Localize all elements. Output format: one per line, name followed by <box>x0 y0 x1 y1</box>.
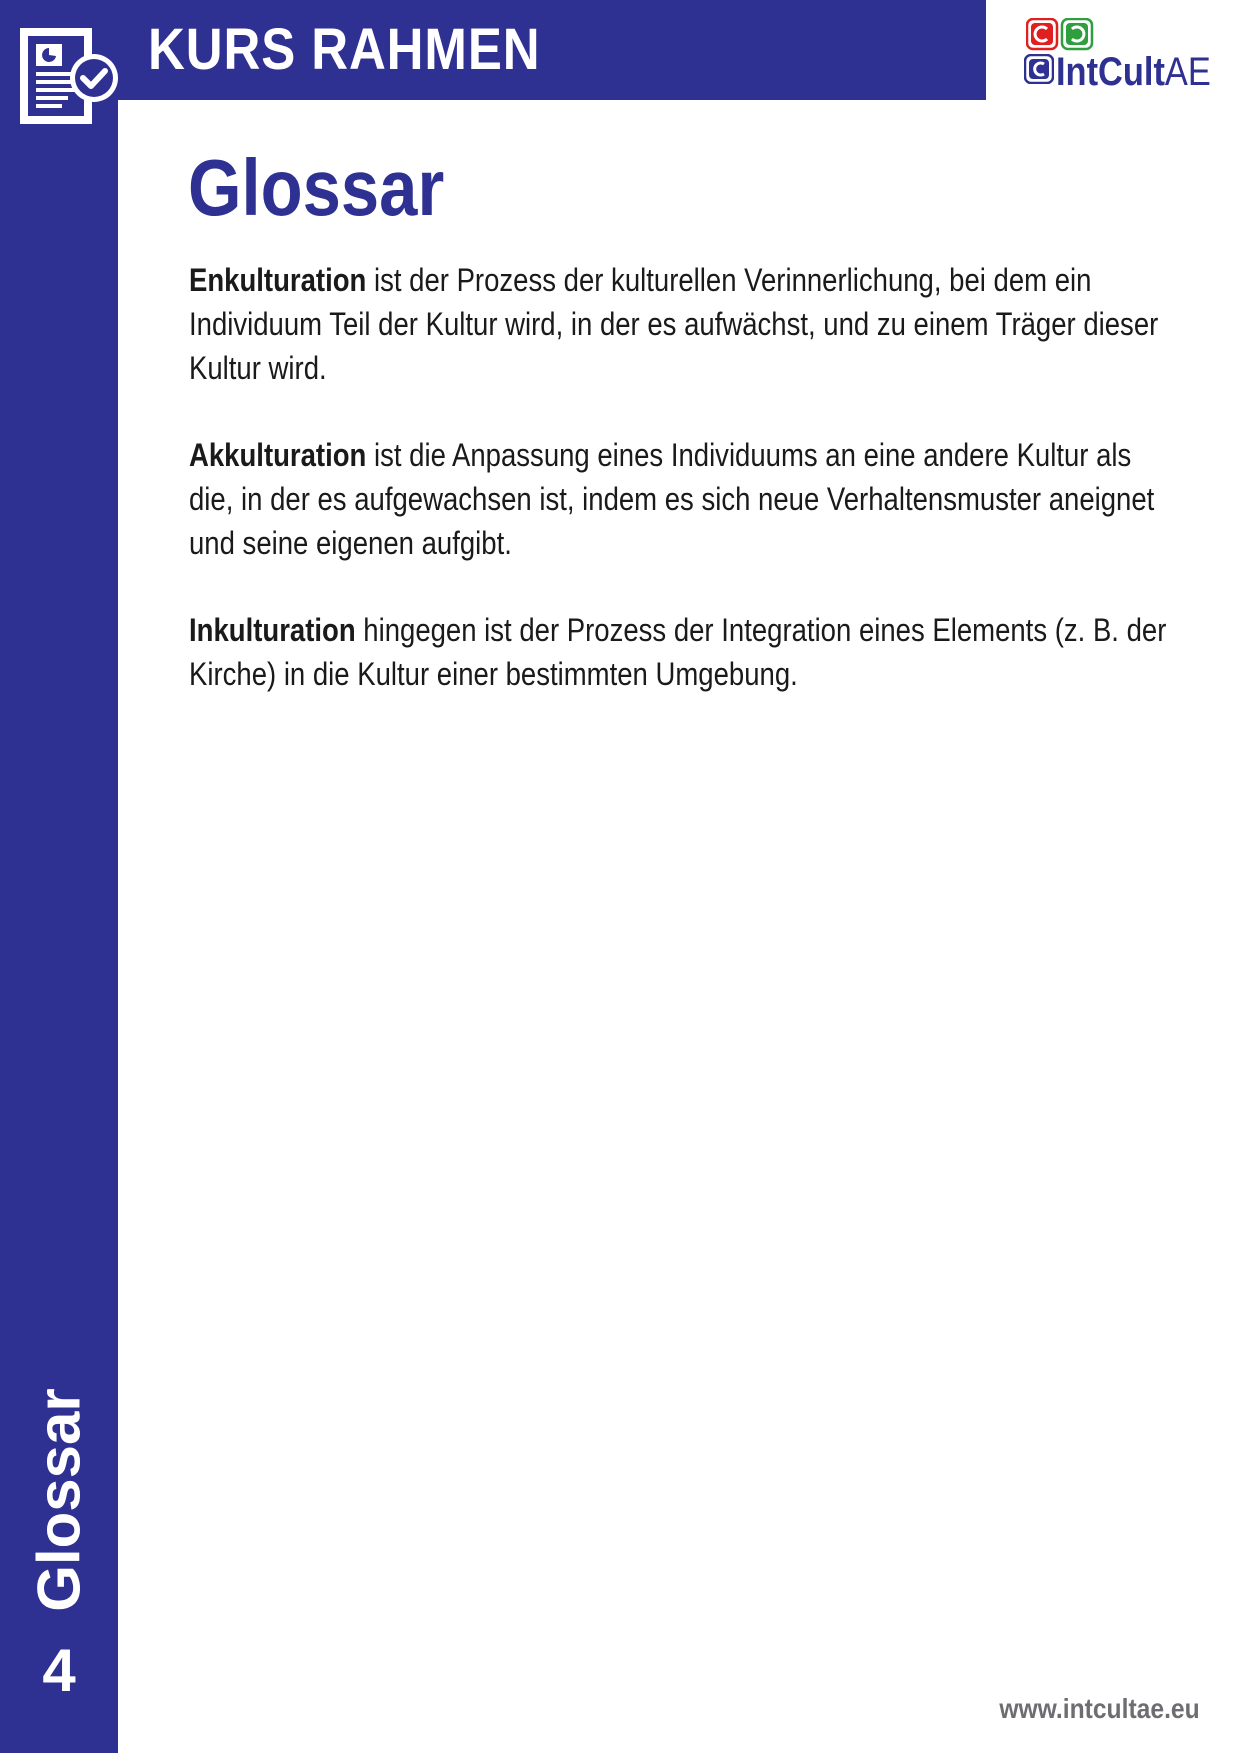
glossary-term: Inkulturation <box>189 612 356 648</box>
glossary-definition: ist die Anpassung eines Individuums an eine andere Kultur als die, in der es aufgewachsen ist, indem es sich neue Verhaltensmuster aneignet und seine eigenen aufgibt. <box>189 437 1155 561</box>
sidebar-section-label: Glossar <box>25 1388 93 1612</box>
glossary-content <box>189 258 1189 739</box>
face-icon-blue <box>1024 54 1054 84</box>
glossary-definition: ist der Prozess der kulturellen Verinnerlichung, bei dem ein Individuum Teil der Kultur wird, in der es aufwächst, und zu einem Träger dieser Kultur wird. <box>189 262 1159 386</box>
glossary-term: Akkulturation <box>189 437 367 473</box>
course-title: KURS RAHMEN <box>148 17 541 82</box>
glossary-term: Enkulturation <box>189 262 367 298</box>
page-title: Glossar <box>188 143 445 232</box>
footer-website-link[interactable]: www.intcultae.eu <box>999 1693 1200 1724</box>
glossary-definition: hingegen ist der Prozess der Integration eines Elements (z. B. der Kirche) in die Kultur einer bestimmten Umgebung. <box>189 612 1167 692</box>
logo-wordmark: IntCultAE <box>1056 50 1211 94</box>
page-number: 4 <box>42 1637 76 1704</box>
glossary-entry <box>189 608 1169 696</box>
course-checklist-icon <box>18 26 122 130</box>
glossary-entry <box>189 433 1169 565</box>
glossary-entry <box>189 258 1169 390</box>
intcultae-logo <box>1024 18 1211 94</box>
